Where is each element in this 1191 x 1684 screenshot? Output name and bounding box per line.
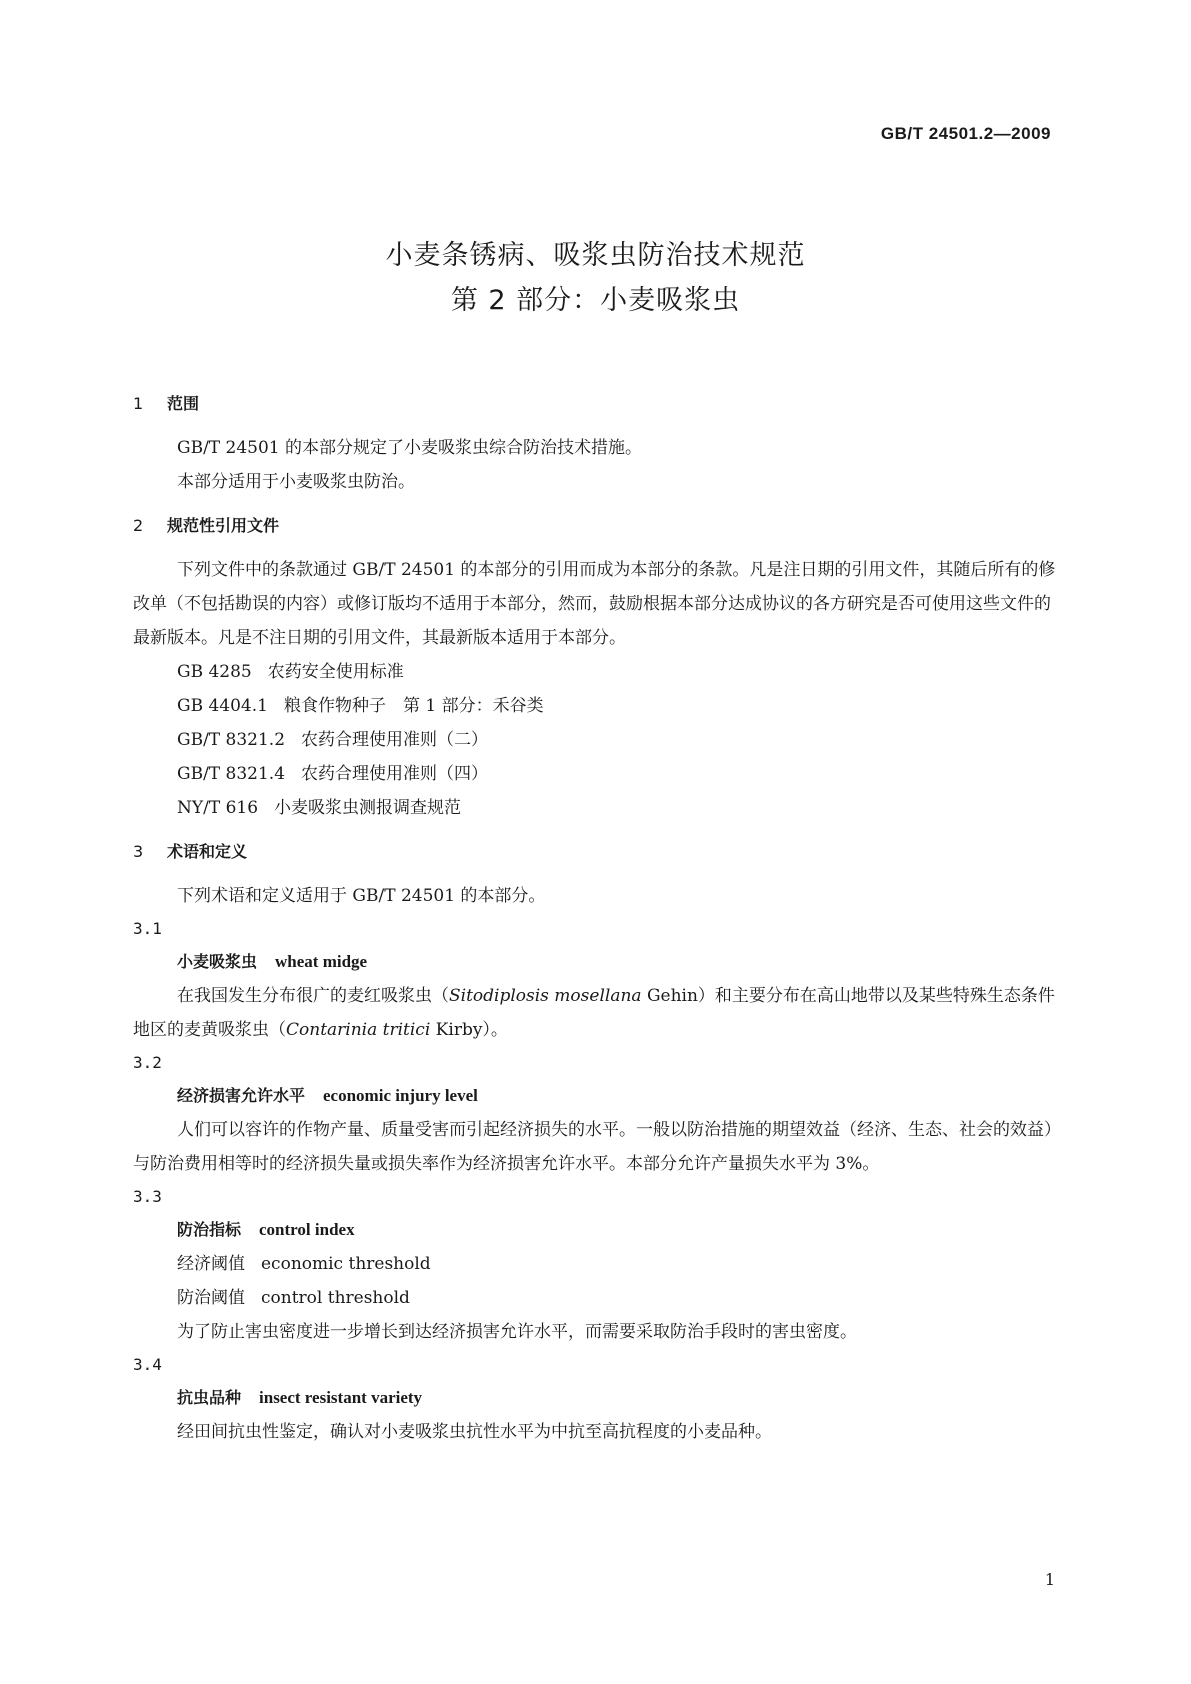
term-english: economic injury level <box>323 1086 478 1105</box>
reference-item <box>133 655 1059 689</box>
clause-number: 3.4 <box>133 1355 162 1374</box>
section-heading-normative-references <box>133 509 1059 543</box>
reference-title: 农药合理使用准则（二） <box>301 730 489 750</box>
definition-text: Kirby）。 <box>430 1020 508 1040</box>
reference-code: GB 4285 <box>177 662 252 682</box>
synonym-entry <box>133 1281 1059 1315</box>
reference-item <box>133 723 1059 757</box>
term-chinese: 经济损害允许水平 <box>177 1086 306 1105</box>
synonym-english: economic threshold <box>261 1254 431 1274</box>
page-number: 1 <box>1044 1570 1055 1589</box>
clause-number: 3.1 <box>133 919 162 938</box>
reference-code: GB/T 8321.4 <box>177 764 286 784</box>
definition-text: Gehin）和主要分布在高山地带以及某些特殊生态条件地区的麦黄吸浆虫（ <box>133 986 1055 1040</box>
species-name: Contarinia tritici <box>286 1020 431 1040</box>
paragraph: 本部分适用于小麦吸浆虫防治。 <box>177 472 415 492</box>
reference-title: 农药合理使用准则（四） <box>301 764 489 784</box>
term-definition: 为了防止害虫密度进一步增长到达经济损害允许水平，而需要采取防治手段时的害虫密度。 <box>177 1322 857 1342</box>
reference-title: 粮食作物种子 第 1 部分：禾谷类 <box>283 696 544 716</box>
clause-number: 3.3 <box>133 1187 162 1206</box>
section-title: 范围 <box>167 394 200 413</box>
term-entry <box>133 945 1059 979</box>
section-title: 规范性引用文件 <box>167 516 280 535</box>
document-body <box>133 385 1059 1449</box>
document-code: GB/T 24501.2—2009 <box>880 124 1051 143</box>
term-entry <box>133 1079 1059 1113</box>
term-chinese: 防治指标 <box>177 1220 242 1239</box>
section-title: 术语和定义 <box>167 842 248 861</box>
paragraph: GB/T 24501 的本部分规定了小麦吸浆虫综合防治技术措施。 <box>177 438 643 458</box>
reference-title: 农药安全使用标准 <box>267 662 404 682</box>
synonym-chinese: 经济阈值 <box>177 1254 245 1274</box>
reference-code: GB/T 8321.2 <box>177 730 286 750</box>
term-definition <box>133 979 1059 1047</box>
reference-item <box>133 757 1059 791</box>
synonym-entry <box>133 1247 1059 1281</box>
term-definition: 经田间抗虫性鉴定，确认对小麦吸浆虫抗性水平为中抗至高抗程度的小麦品种。 <box>177 1422 772 1442</box>
term-definition: 人们可以容许的作物产量、质量受害而引起经济损失的水平。一般以防治措施的期望效益（经济、生态、社会的效益）与防治费用相等时的经济损失量或损失率作为经济损害允许水平。本部分允许产量损失水平为 3%。 <box>133 1120 1053 1174</box>
synonym-english: control threshold <box>261 1288 410 1308</box>
reference-item <box>133 689 1059 723</box>
term-english: wheat midge <box>275 952 368 971</box>
section-heading-terms-definitions <box>133 835 1059 869</box>
synonym-chinese: 防治阈值 <box>177 1288 245 1308</box>
term-english: control index <box>259 1220 355 1239</box>
reference-item <box>133 791 1059 825</box>
definition-text: 在我国发生分布很广的麦红吸浆虫（ <box>177 986 449 1006</box>
section-number: 2 <box>133 516 144 535</box>
term-chinese: 抗虫品种 <box>177 1388 242 1407</box>
paragraph: 下列术语和定义适用于 GB/T 24501 的本部分。 <box>177 886 546 906</box>
reference-code: GB 4404.1 <box>177 696 268 716</box>
species-name: Sitodiplosis mosellana <box>449 986 642 1006</box>
section-heading-scope <box>133 387 1059 421</box>
clause-number: 3.2 <box>133 1053 162 1072</box>
term-english: insect resistant variety <box>259 1388 423 1407</box>
term-chinese: 小麦吸浆虫 <box>177 952 258 971</box>
section-number: 1 <box>133 394 144 413</box>
reference-title: 小麦吸浆虫测报调查规范 <box>274 798 462 818</box>
reference-code: NY/T 616 <box>177 798 259 818</box>
document-subtitle: 第 2 部分：小麦吸浆虫 <box>450 285 741 316</box>
term-entry <box>133 1213 1059 1247</box>
paragraph: 下列文件中的条款通过 GB/T 24501 的本部分的引用而成为本部分的条款。凡是注日期的引用文件，其随后所有的修改单（不包括勘误的内容）或修订版均不适用于本部分，然而，鼓励根据本部分达成协议的各方研究是否可使用这些文件的最新版本。凡是不注日期的引用文件，其最新版本适用于本部分。 <box>133 560 1056 648</box>
section-number: 3 <box>133 842 144 861</box>
term-entry <box>133 1381 1059 1415</box>
document-title: 小麦条锈病、吸浆虫防治技术规范 <box>385 240 806 271</box>
